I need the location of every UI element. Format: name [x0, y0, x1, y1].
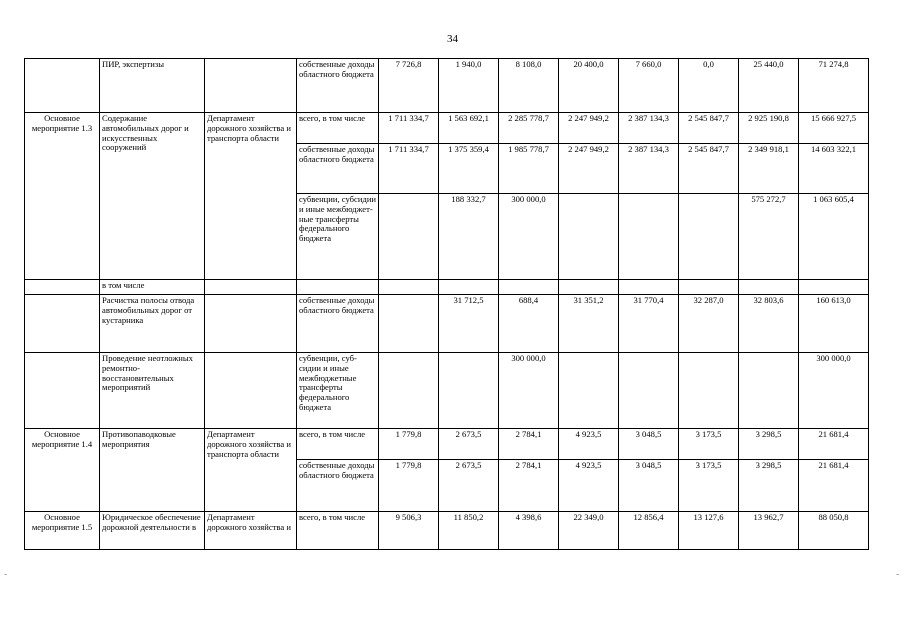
value-cell: 21 681,4: [799, 460, 869, 512]
value-cell: 12 856,4: [619, 512, 679, 550]
name-cell: Проведение неотложных ремонтно-восстановительных мероприятий: [100, 353, 205, 429]
value-cell: 1 779,8: [379, 460, 439, 512]
value-cell: 3 173,5: [679, 460, 739, 512]
value-cell: 4 923,5: [559, 460, 619, 512]
value-cell: 2 925 190,8: [739, 113, 799, 144]
value-cell: [679, 280, 739, 295]
value-cell: 3 048,5: [619, 429, 679, 460]
value-cell: 2 387 134,3: [619, 144, 679, 194]
table-row: [25, 295, 869, 353]
value-cell: 300 000,0: [499, 353, 559, 429]
value-cell: 3 298,5: [739, 429, 799, 460]
value-cell: 2 545 847,7: [679, 113, 739, 144]
value-cell: [379, 280, 439, 295]
value-cell: 2 673,5: [439, 429, 499, 460]
value-cell: 31 351,2: [559, 295, 619, 353]
name-cell: Расчистка полосы отвода автомобильных дорог от кустарника: [100, 295, 205, 353]
value-cell: 2 784,1: [499, 429, 559, 460]
source-cell: субвенции, суб-сидии и иные межбюджетные трансферты федерального бюджета: [297, 353, 379, 429]
table-body: [25, 59, 869, 550]
value-cell: [559, 194, 619, 280]
value-cell: [439, 353, 499, 429]
event-cell: Основное мероприятие 1.5: [25, 512, 100, 550]
table-row: [25, 512, 869, 550]
executor-cell: Департамент дорожного хозяйства и транспорта области: [205, 113, 297, 280]
value-cell: 21 681,4: [799, 429, 869, 460]
source-cell: всего, в том числе: [297, 429, 379, 460]
value-cell: 3 173,5: [679, 429, 739, 460]
value-cell: 188 332,7: [439, 194, 499, 280]
value-cell: 688,4: [499, 295, 559, 353]
value-cell: 32 287,0: [679, 295, 739, 353]
value-cell: 31 712,5: [439, 295, 499, 353]
name-cell: ПИР, экспертизы: [100, 59, 205, 113]
event-cell: [25, 353, 100, 429]
value-cell: 1 063 605,4: [799, 194, 869, 280]
value-cell: 575 272,7: [739, 194, 799, 280]
value-cell: 11 850,2: [439, 512, 499, 550]
table-row: [25, 429, 869, 460]
value-cell: [679, 194, 739, 280]
name-cell: Содержание автомобильных дорог и искусственных сооружений: [100, 113, 205, 280]
source-cell: собственные доходы областного бюджета: [297, 460, 379, 512]
source-cell: собственные доходы областного бюджета: [297, 59, 379, 113]
value-cell: 2 349 918,1: [739, 144, 799, 194]
source-cell: всего, в том числе: [297, 113, 379, 144]
value-cell: 1 375 359,4: [439, 144, 499, 194]
event-cell: [25, 295, 100, 353]
table-row: [25, 113, 869, 144]
value-cell: 8 108,0: [499, 59, 559, 113]
value-cell: [679, 353, 739, 429]
source-cell: субвенции, субсидии и иные межбюджет-ные трансферты федерального бюджета: [297, 194, 379, 280]
value-cell: [379, 194, 439, 280]
value-cell: [379, 353, 439, 429]
value-cell: 2 387 134,3: [619, 113, 679, 144]
value-cell: 14 603 322,1: [799, 144, 869, 194]
value-cell: [439, 280, 499, 295]
value-cell: [559, 353, 619, 429]
value-cell: 7 660,0: [619, 59, 679, 113]
value-cell: 2 545 847,7: [679, 144, 739, 194]
value-cell: 7 726,8: [379, 59, 439, 113]
value-cell: 1 711 334,7: [379, 113, 439, 144]
value-cell: 1 711 334,7: [379, 144, 439, 194]
value-cell: 15 666 927,5: [799, 113, 869, 144]
value-cell: 160 613,0: [799, 295, 869, 353]
executor-cell: [205, 59, 297, 113]
source-cell: собственные доходы областного бюджета: [297, 144, 379, 194]
value-cell: 2 784,1: [499, 460, 559, 512]
executor-cell: [205, 353, 297, 429]
value-cell: [799, 280, 869, 295]
right-margin-mark: -: [896, 569, 900, 580]
value-cell: 4 398,6: [499, 512, 559, 550]
value-cell: [619, 194, 679, 280]
value-cell: 71 274,8: [799, 59, 869, 113]
source-cell: собственные доходы областного бюджета: [297, 295, 379, 353]
event-cell: [25, 280, 100, 295]
name-cell: Противопаводковые мероприятия: [100, 429, 205, 512]
name-cell: Юридическое обеспечение дорожной деятельности в: [100, 512, 205, 550]
value-cell: 88 050,8: [799, 512, 869, 550]
event-cell: Основное мероприятие 1.4: [25, 429, 100, 512]
event-cell: [25, 59, 100, 113]
value-cell: 13 127,6: [679, 512, 739, 550]
value-cell: 300 000,0: [499, 194, 559, 280]
value-cell: [739, 280, 799, 295]
value-cell: [739, 353, 799, 429]
table-row: [25, 59, 869, 113]
value-cell: 2 673,5: [439, 460, 499, 512]
value-cell: 20 400,0: [559, 59, 619, 113]
page-number: 34: [447, 33, 458, 45]
value-cell: 3 298,5: [739, 460, 799, 512]
value-cell: 25 440,0: [739, 59, 799, 113]
value-cell: [619, 280, 679, 295]
value-cell: [619, 353, 679, 429]
table-row: [25, 280, 869, 295]
value-cell: 1 779,8: [379, 429, 439, 460]
value-cell: 2 247 949,2: [559, 113, 619, 144]
value-cell: 2 285 778,7: [499, 113, 559, 144]
value-cell: 3 048,5: [619, 460, 679, 512]
value-cell: 22 349,0: [559, 512, 619, 550]
value-cell: 13 962,7: [739, 512, 799, 550]
executor-cell: Департамент дорожного хозяйства и транспорта области: [205, 429, 297, 512]
value-cell: 2 247 949,2: [559, 144, 619, 194]
value-cell: 4 923,5: [559, 429, 619, 460]
value-cell: 32 803,6: [739, 295, 799, 353]
left-margin-mark: -: [4, 569, 8, 580]
executor-cell: [205, 295, 297, 353]
executor-cell: [205, 280, 297, 295]
budget-table: [24, 58, 869, 550]
value-cell: 1 985 778,7: [499, 144, 559, 194]
value-cell: 31 770,4: [619, 295, 679, 353]
value-cell: [379, 295, 439, 353]
value-cell: 1 940,0: [439, 59, 499, 113]
value-cell: [559, 280, 619, 295]
value-cell: 9 506,3: [379, 512, 439, 550]
event-cell: Основное мероприятие 1.3: [25, 113, 100, 280]
source-cell: всего, в том числе: [297, 512, 379, 550]
table-row: [25, 353, 869, 429]
value-cell: 1 563 692,1: [439, 113, 499, 144]
name-cell: в том числе: [100, 280, 205, 295]
source-cell: [297, 280, 379, 295]
value-cell: 0,0: [679, 59, 739, 113]
value-cell: [499, 280, 559, 295]
executor-cell: Департамент дорожного хозяйства и: [205, 512, 297, 550]
value-cell: 300 000,0: [799, 353, 869, 429]
